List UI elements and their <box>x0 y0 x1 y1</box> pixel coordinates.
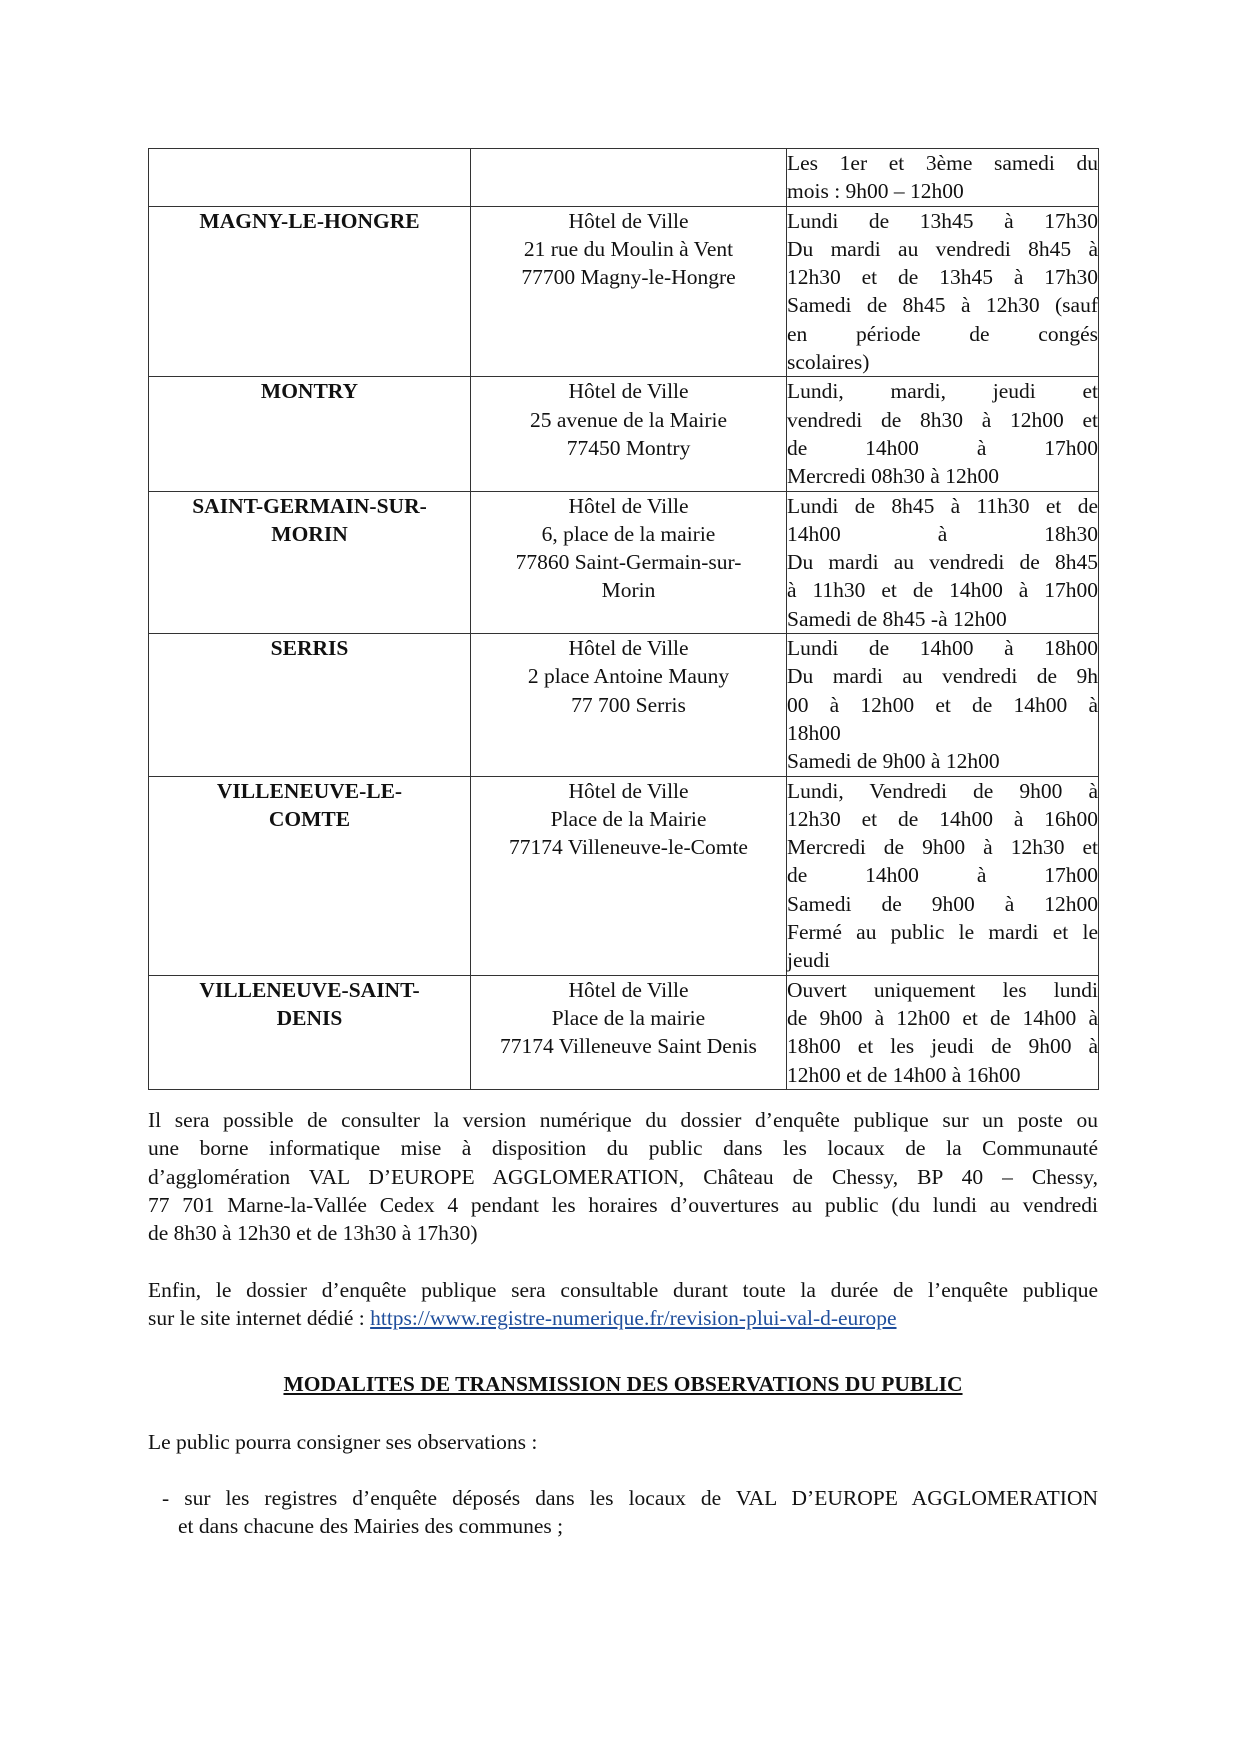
address-cell-line: Hôtel de Ville <box>568 208 689 233</box>
commune-cell-line: VILLENEUVE-SAINT- <box>199 977 420 1002</box>
paragraph-website-consultation <box>148 1276 1098 1333</box>
hours-cell <box>787 149 1099 207</box>
address-cell-line: Hôtel de Ville <box>568 493 689 518</box>
paragraph-digital-consultation <box>148 1106 1098 1247</box>
hours-cell-line: Lundi de 14h00 à 18h00 <box>787 636 1098 661</box>
hours-cell-line: mois : 9h00 – 12h00 <box>787 179 964 204</box>
commune-cell <box>149 776 471 975</box>
paragraph-line: 77 701 Marne-la-Vallée Cedex 4 pendant les horaires d’ouvertures au public (du lundi au vendredi <box>148 1192 1098 1217</box>
hours-cell-line: Samedi de 9h00 à 12h00 <box>787 891 1098 916</box>
paragraph-line: Le public pourra consigner ses observations : <box>148 1430 538 1454</box>
hours-cell-line: de 14h00 à 17h00 <box>787 435 1098 460</box>
hours-cell-line: en période de congés <box>787 321 1098 346</box>
bullet-list-item <box>162 1484 1098 1541</box>
hours-cell <box>787 975 1099 1089</box>
address-cell <box>471 776 787 975</box>
paragraph-line: Enfin, le dossier d’enquête publique sera consultable durant toute la durée de l’enquête publique <box>148 1278 1098 1302</box>
commune-cell <box>149 377 471 491</box>
paragraph-line: d’agglomération VAL D’EUROPE AGGLOMERATION, Château de Chessy, BP 40 – Chessy, <box>148 1164 1098 1189</box>
address-cell <box>471 491 787 633</box>
hours-cell-line: de 14h00 à 17h00 <box>787 863 1098 888</box>
address-cell-line: 77 700 Serris <box>571 692 686 717</box>
table-row <box>149 206 1099 377</box>
hours-cell-line: Samedi de 8h45 à 12h30 (sauf <box>787 293 1098 318</box>
address-cell-line: 21 rue du Moulin à Vent <box>523 236 734 261</box>
bullet-line: - sur les registres d’enquête déposés dans les locaux de VAL D’EUROPE AGGLOMERATION <box>162 1486 1098 1510</box>
address-cell-line: Hôtel de Ville <box>568 778 689 803</box>
address-cell-line: Hôtel de Ville <box>568 977 689 1002</box>
commune-cell-line: VILLENEUVE-LE- <box>216 778 403 803</box>
bullet-line: et dans chacune des Mairies des communes ; <box>178 1514 564 1539</box>
table-row <box>149 149 1099 207</box>
commune-cell-line: MONTRY <box>260 379 359 404</box>
address-cell <box>471 377 787 491</box>
hours-cell <box>787 377 1099 491</box>
hours-cell-line: Les 1er et 3ème samedi du <box>787 151 1098 175</box>
commune-cell-line: DENIS <box>276 1005 343 1030</box>
address-cell-line: 2 place Antoine Mauny <box>527 664 730 689</box>
hours-cell-line: Lundi de 13h45 à 17h30 <box>787 208 1098 233</box>
hours-cell-line: 12h00 et de 14h00 à 16h00 <box>787 1062 1021 1087</box>
hours-cell-line: 14h00 à 18h30 <box>787 521 1098 546</box>
paragraph-line: Il sera possible de consulter la version numérique du dossier d’enquête publique sur un poste ou <box>148 1108 1098 1132</box>
address-cell-line: Morin <box>601 578 656 603</box>
address-cell-line: 25 avenue de la Mairie <box>530 407 727 432</box>
hours-cell-line: Mercredi 08h30 à 12h00 <box>787 464 999 489</box>
address-cell-line: 6, place de la mairie <box>541 521 716 546</box>
commune-cell <box>149 491 471 633</box>
hours-cell-line: Lundi de 8h45 à 11h30 et de <box>787 493 1098 518</box>
address-cell-line: Place de la Mairie <box>550 806 707 831</box>
commune-cell-line: MORIN <box>271 521 348 546</box>
hours-cell-line: vendredi de 8h30 à 12h00 et <box>787 407 1098 432</box>
hours-cell <box>787 491 1099 633</box>
hours-cell-line: Lundi, mardi, jeudi et <box>787 379 1098 404</box>
paragraph-line: une borne informatique mise à disposition du public dans les locaux de la Communauté <box>148 1136 1098 1161</box>
address-cell-line: Place de la mairie <box>551 1005 706 1030</box>
hours-cell-line: jeudi <box>787 948 830 973</box>
table-row <box>149 975 1099 1089</box>
hours-cell-line: Samedi de 8h45 -à 12h00 <box>787 606 1007 631</box>
paragraph-line: de 8h30 à 12h30 et de 13h30 à 17h30) <box>148 1221 478 1246</box>
address-cell-line: 77860 Saint-Germain-sur- <box>515 550 742 575</box>
hours-cell-line: Lundi, Vendredi de 9h00 à <box>787 778 1098 803</box>
town-hall-hours-table <box>148 148 1099 1090</box>
hours-cell-line: scolaires) <box>787 350 870 375</box>
address-cell <box>471 634 787 776</box>
address-cell <box>471 149 787 207</box>
hours-cell-line: 18h00 <box>787 720 841 745</box>
hours-cell-line: Du mardi au vendredi 8h45 à <box>787 236 1098 261</box>
address-cell-line: 77174 Villeneuve-le-Comte <box>509 835 748 860</box>
hours-cell-line: 00 à 12h00 et de 14h00 à <box>787 692 1098 717</box>
table-row <box>149 491 1099 633</box>
table-row <box>149 377 1099 491</box>
commune-cell-line: COMTE <box>268 806 351 831</box>
address-cell-line: 77174 Villeneuve Saint Denis <box>500 1034 757 1059</box>
hours-cell <box>787 776 1099 975</box>
hours-cell-line: 18h00 et les jeudi de 9h00 à <box>787 1034 1098 1059</box>
table-row <box>149 634 1099 776</box>
commune-cell <box>149 149 471 207</box>
hours-cell-line: Ouvert uniquement les lundi <box>787 977 1098 1002</box>
hours-cell-line: Fermé au public le mardi et le <box>787 920 1098 945</box>
address-cell-line: 77700 Magny-le-Hongre <box>521 265 736 290</box>
hours-cell-line: 12h30 et de 13h45 à 17h30 <box>787 265 1098 290</box>
hours-cell-line: Du mardi au vendredi de 8h45 <box>787 550 1098 575</box>
address-cell-line: Hôtel de Ville <box>568 636 689 661</box>
address-cell-line: Hôtel de Ville <box>568 379 689 404</box>
hours-cell-line: Du mardi au vendredi de 9h <box>787 664 1098 689</box>
address-cell <box>471 206 787 377</box>
paragraph-line <box>148 1304 1098 1332</box>
intro-text <box>148 1428 1098 1456</box>
address-cell <box>471 975 787 1089</box>
commune-cell-line: MAGNY-LE-HONGRE <box>199 208 420 233</box>
commune-cell-line: SERRIS <box>270 636 349 661</box>
commune-cell <box>149 206 471 377</box>
address-cell-line: 77450 Montry <box>566 435 691 460</box>
hours-cell-line: Samedi de 9h00 à 12h00 <box>787 749 1000 774</box>
registre-numerique-link[interactable]: https://www.registre-numerique.fr/revision-plui-val-d-europe <box>370 1306 897 1331</box>
hours-cell-line: à 11h30 et de 14h00 à 17h00 <box>787 578 1098 603</box>
table-row <box>149 776 1099 975</box>
link-prefix: sur le site internet dédié : <box>148 1306 371 1331</box>
section-heading: MODALITES DE TRANSMISSION DES OBSERVATIONS DU PUBLIC <box>283 1372 963 1396</box>
hours-cell <box>787 206 1099 377</box>
commune-cell <box>149 975 471 1089</box>
hours-cell-line: de 9h00 à 12h00 et de 14h00 à <box>787 1005 1098 1030</box>
hours-table-container <box>148 148 1098 1090</box>
commune-cell <box>149 634 471 776</box>
hours-cell-line: 12h30 et de 14h00 à 16h00 <box>787 806 1098 831</box>
hours-cell <box>787 634 1099 776</box>
commune-cell-line: SAINT-GERMAIN-SUR- <box>192 493 427 518</box>
hours-cell-line: Mercredi de 9h00 à 12h30 et <box>787 835 1098 860</box>
